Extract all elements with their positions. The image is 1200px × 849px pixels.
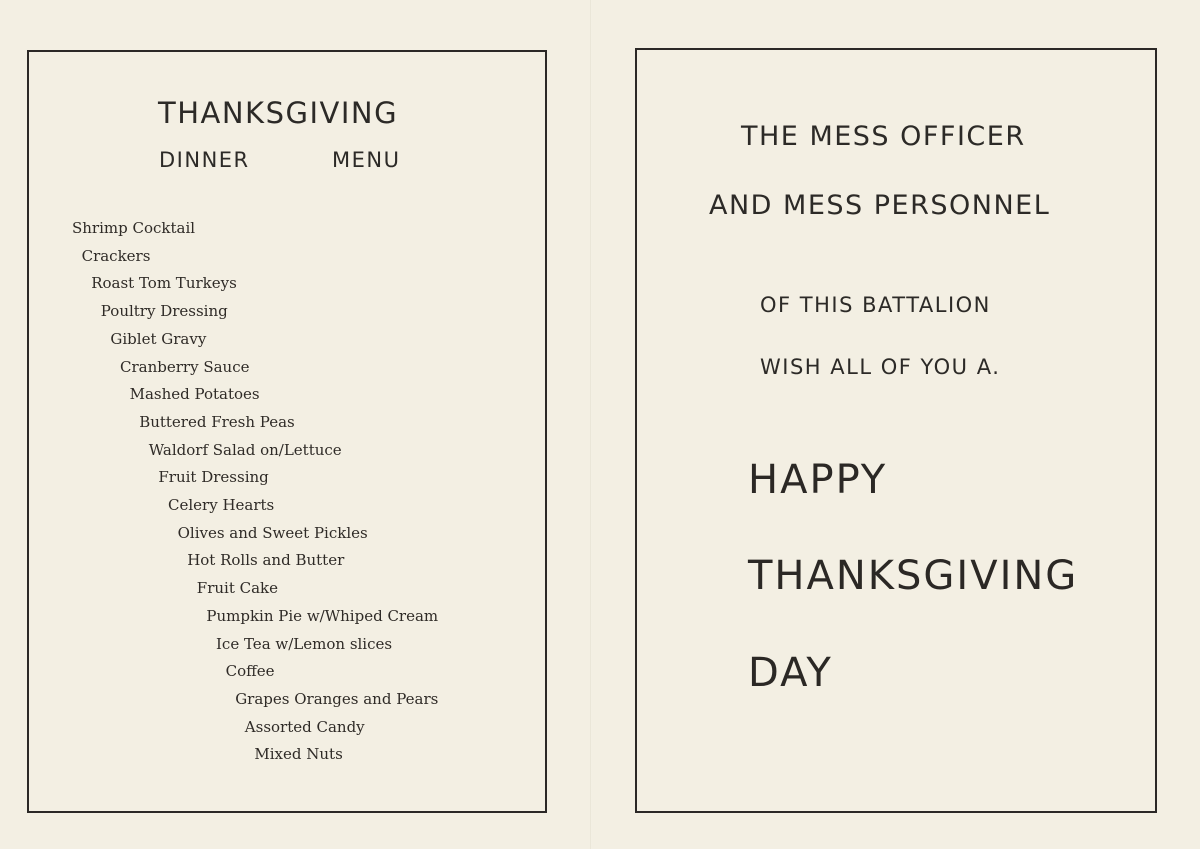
menu-item: Coffee [225,662,275,681]
menu-item: Grapes Oranges and Pears [235,689,439,708]
greeting-happy: HAPPY [748,457,888,503]
menu-item: Poultry Dressing [100,302,228,321]
menu-item: Fruit Cake [196,579,279,598]
menu-item: Cranberry Sauce [120,357,250,376]
menu-item: Ice Tea w/Lemon slices [216,634,393,653]
menu-item: Assorted Candy [244,717,365,736]
greeting-day: DAY [748,650,833,696]
greeting-thanksgiving: THANKSGIVING [748,553,1079,599]
menu-item: Mixed Nuts [254,745,343,764]
menu-title: THANKSGIVING [158,96,399,130]
menu-item: Giblet Gravy [110,329,207,348]
greeting-line-battalion: OF THIS BATTALION [760,293,991,317]
menu-item: Shrimp Cocktail [72,219,196,237]
menu-subtitle-menu: MENU [332,148,401,172]
menu-item: Waldorf Salad on/Lettuce [148,440,342,459]
greeting-line-wish: WISH ALL OF YOU A. [760,355,1001,379]
greeting-panel-border [635,48,1157,813]
menu-item: Celery Hearts [168,496,275,514]
greeting-line-mess-officer: THE MESS OFFICER [741,121,1026,152]
menu-subtitle-dinner: DINNER [159,148,250,172]
menu-item: Fruit Dressing [158,468,269,487]
menu-item: Hot Rolls and Butter [187,551,345,570]
greeting-line-mess-personnel: AND MESS PERSONNEL [709,190,1051,221]
menu-item: Roast Tom Turkeys [91,274,237,293]
menu-item: Crackers [81,246,151,265]
page-fold [590,0,592,849]
menu-item: Olives and Sweet Pickles [177,523,368,542]
menu-item: Mashed Potatoes [129,385,260,404]
menu-item: Buttered Fresh Peas [139,412,295,431]
menu-item: Pumpkin Pie w/Whiped Cream [206,606,439,625]
